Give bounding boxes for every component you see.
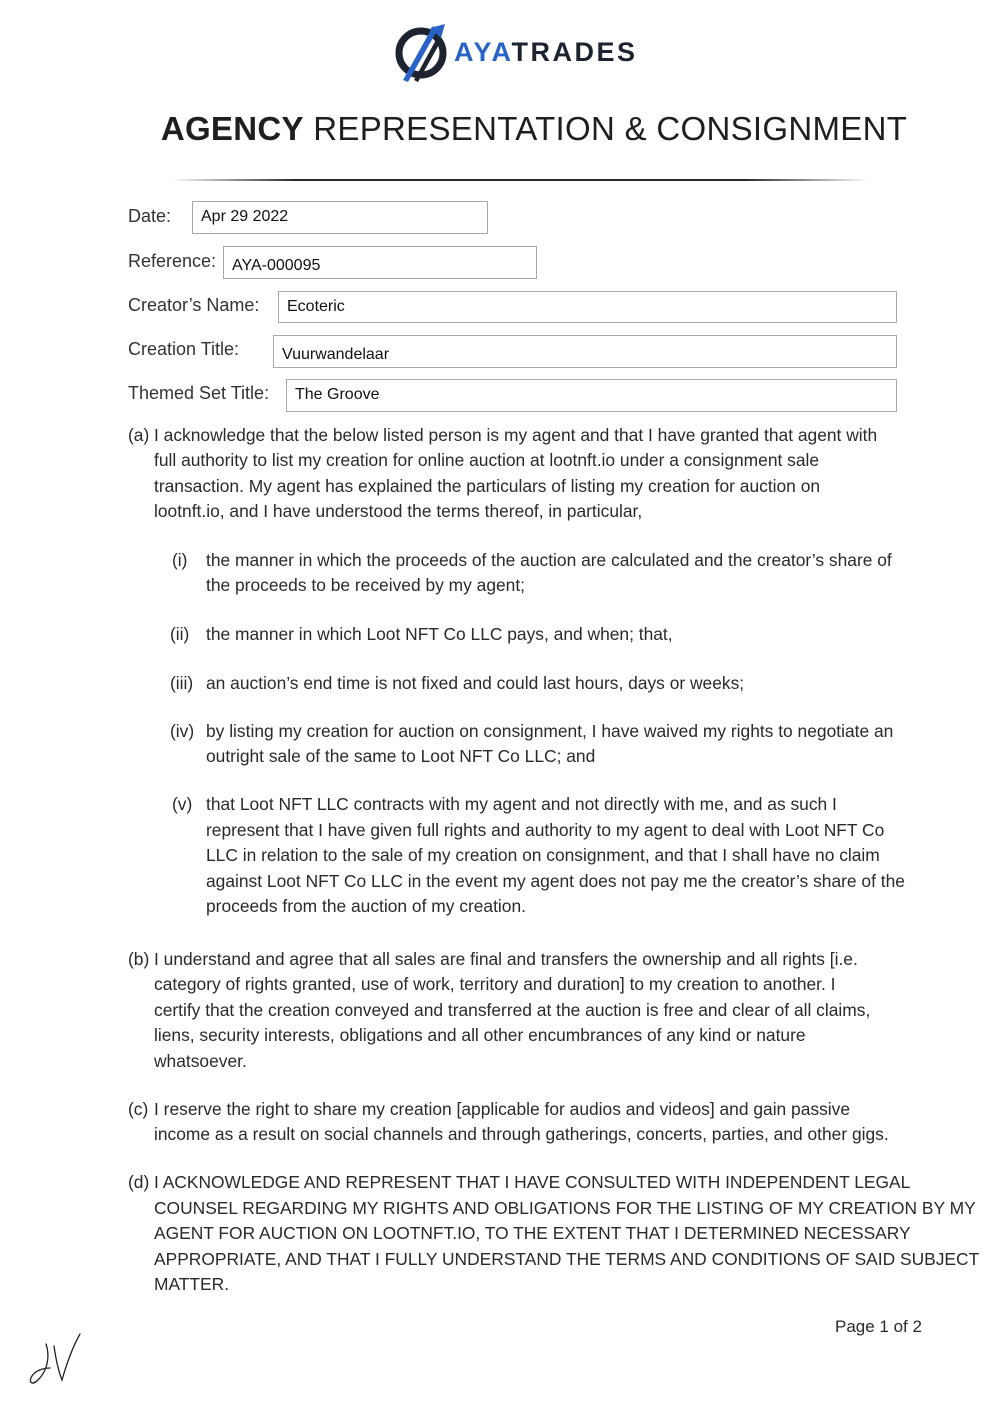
themed-set-title-label: Themed Set Title: bbox=[128, 383, 270, 403]
subclause-iii-marker: (iii) bbox=[170, 673, 194, 693]
subclause-v-marker: (v) bbox=[172, 794, 193, 814]
creator-name-field[interactable]: Ecoteric bbox=[278, 291, 897, 323]
clause-d-marker: (d) bbox=[128, 1172, 150, 1192]
clause-c-line: I reserve the right to share my creation [applicable for audios and videos] and gain passive bbox=[154, 1099, 851, 1119]
clause-d-line: AGENT FOR AUCTION ON LOOTNFT.IO, TO THE EXTENT THAT I DETERMINED NECESSARY bbox=[154, 1223, 911, 1243]
date-label: Date: bbox=[128, 206, 172, 226]
subclause-v-line: against Loot NFT Co LLC in the event my agent does not pay me the creator’s share of the bbox=[206, 871, 905, 891]
subclause-v-line: LLC in relation to the sale of my creation on consignment, and that I shall have no claim bbox=[206, 845, 880, 865]
reference-label: Reference: bbox=[128, 251, 217, 271]
brand-logo bbox=[390, 20, 638, 84]
creation-title-label: Creation Title: bbox=[128, 339, 240, 359]
subclause-i-line: the proceeds to be received by my agent; bbox=[206, 575, 526, 595]
brand-wordmark-accent: AYA bbox=[454, 36, 512, 67]
clause-d-line: I ACKNOWLEDGE AND REPRESENT THAT I HAVE CONSULTED WITH INDEPENDENT LEGAL bbox=[154, 1172, 911, 1192]
clause-d-line: APPROPRIATE, AND THAT I FULLY UNDERSTAND THE TERMS AND CONDITIONS OF SAID SUBJECT bbox=[154, 1249, 980, 1269]
document-title-rest: REPRESENTATION & CONSIGNMENT bbox=[313, 110, 908, 147]
subclause-ii-line: the manner in which Loot NFT Co LLC pays, and when; that, bbox=[206, 624, 673, 644]
subclause-v-line: represent that I have given full rights and authority to my agent to deal with Loot NFT Co bbox=[206, 820, 885, 840]
brand-wordmark-main: TRADES bbox=[511, 36, 638, 67]
date-field[interactable]: Apr 29 2022 bbox=[192, 201, 488, 234]
clause-c-line: income as a result on social channels and through gatherings, concerts, parties, and other gigs. bbox=[154, 1124, 889, 1144]
brand-wordmark bbox=[454, 37, 638, 68]
reference-field[interactable]: AYA-000095 bbox=[223, 246, 537, 279]
subclause-iv-marker: (iv) bbox=[170, 721, 195, 741]
clause-b-line: certify that the creation conveyed and transferred at the auction is free and clear of all claims, bbox=[154, 1000, 871, 1020]
clause-b-line: whatsoever. bbox=[154, 1051, 247, 1071]
subclause-iii-line: an auction’s end time is not fixed and could last hours, days or weeks; bbox=[206, 673, 745, 693]
aya-trades-logo-icon bbox=[390, 20, 452, 84]
clause-b-line: category of rights granted, use of work, territory and duration] to my creation to another. I bbox=[154, 974, 836, 994]
clause-a-line: I acknowledge that the below listed person is my agent and that I have granted that agent with bbox=[154, 425, 878, 445]
subclause-iv-line: by listing my creation for auction on consignment, I have waived my rights to negotiate an bbox=[206, 721, 894, 741]
creation-title-field[interactable]: Vuurwandelaar bbox=[273, 335, 897, 368]
clause-a-line: transaction. My agent has explained the particulars of listing my creation for auction on bbox=[154, 476, 821, 496]
clause-a-line: lootnft.io, and I have understood the terms thereof, in particular, bbox=[154, 501, 643, 521]
subclause-ii-marker: (ii) bbox=[170, 624, 190, 644]
clause-d-line: MATTER. bbox=[154, 1274, 230, 1294]
clause-b-line: I understand and agree that all sales are final and transfers the ownership and all rights [i.e. bbox=[154, 949, 858, 969]
clause-a-marker: (a) bbox=[128, 425, 150, 445]
subclause-iv-line: outright sale of the same to Loot NFT Co LLC; and bbox=[206, 746, 596, 766]
subclause-i-marker: (i) bbox=[172, 550, 188, 570]
page-number: Page 1 of 2 bbox=[835, 1317, 922, 1336]
title-divider bbox=[170, 179, 870, 181]
clause-b-line: liens, security interests, obligations and all other encumbrances of any kind or nature bbox=[154, 1025, 806, 1045]
handwritten-initials-signature bbox=[24, 1326, 88, 1390]
subclause-i-line: the manner in which the proceeds of the auction are calculated and the creator’s share of bbox=[206, 550, 892, 570]
clause-a-line: full authority to list my creation for online auction at lootnft.io under a consignment sale bbox=[154, 450, 820, 470]
clause-c-marker: (c) bbox=[128, 1099, 149, 1119]
subclause-v-line: that Loot NFT LLC contracts with my agent and not directly with me, and as such I bbox=[206, 794, 837, 814]
document-title-bold: AGENCY bbox=[160, 110, 304, 147]
subclause-v-line: proceeds from the auction of my creation. bbox=[206, 896, 526, 916]
creator-name-label: Creator’s Name: bbox=[128, 295, 260, 315]
themed-set-title-field[interactable]: The Groove bbox=[286, 379, 897, 412]
document-title bbox=[0, 110, 1000, 148]
clause-d-line: COUNSEL REGARDING MY RIGHTS AND OBLIGATIONS FOR THE LISTING OF MY CREATION BY MY bbox=[154, 1198, 976, 1218]
clause-b-marker: (b) bbox=[128, 949, 150, 969]
